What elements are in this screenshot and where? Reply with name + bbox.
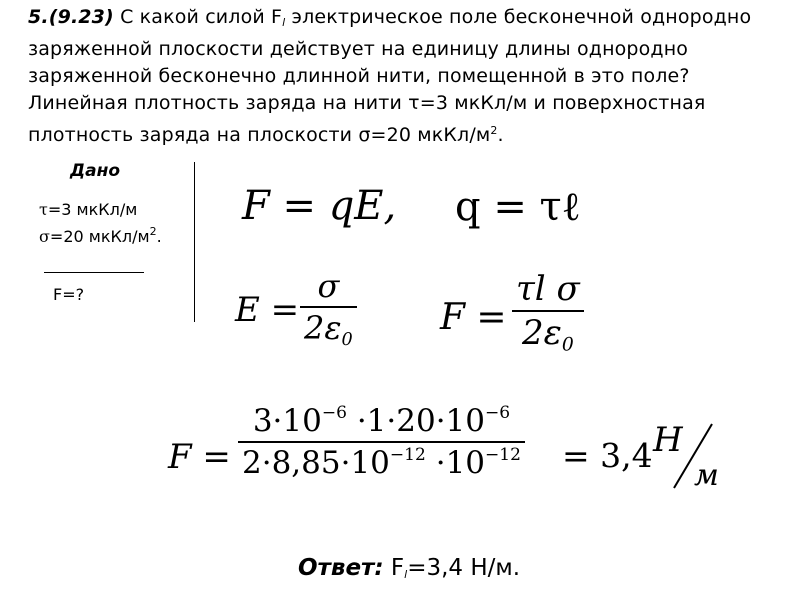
calc-result: = 3,4 (562, 436, 653, 475)
answer-value: =3,4 Н/м. (407, 555, 521, 581)
field-numerator: σ (317, 267, 340, 305)
find-unknown: F=? (53, 285, 85, 304)
unit-denominator: м (694, 458, 719, 493)
result-denominator-sub: 0 (561, 334, 574, 356)
problem-subscript-l: l (282, 16, 286, 29)
given-tau (39, 200, 137, 219)
unit-numerator: Н (653, 420, 683, 460)
problem-superscript: 2 (490, 124, 498, 137)
answer (298, 555, 520, 581)
sigma-end: . (156, 227, 162, 246)
problem-text-part1: С какой силой F (113, 6, 283, 28)
given-divider (44, 272, 144, 273)
given-title: Дано (70, 161, 121, 181)
formula-force-qe: F = qE, (242, 183, 397, 229)
problem-statement (28, 4, 788, 149)
calc-den-b-exp: −12 (485, 444, 521, 465)
calc-num-b: ·1·20·10 (346, 402, 486, 439)
calc-fraction (238, 402, 525, 481)
result-denominator-main: 2ε (521, 313, 562, 353)
calc-lhs: F = (168, 437, 231, 477)
given-sigma (39, 225, 162, 246)
calc-den-a-exp: −12 (389, 444, 426, 465)
calc-den-b: ·10 (425, 444, 486, 481)
answer-subscript-l: l (404, 568, 408, 581)
problem-text-part2: электрическое поле бесконечной однородно заряженной плоскости действует на единицу длины однородно заряженной бесконечно длинной нити, помещенной в это поле? Линейная плотность заряда на нити τ=3 мкКл/м и поверхностная плотность заряда на плоскости σ=20 мкКл/м (28, 6, 752, 146)
calc-denominator (238, 443, 525, 479)
field-denominator-main: 2ε (304, 309, 342, 347)
answer-label: Ответ: (298, 555, 384, 581)
formula-charge: q = τℓ (455, 184, 581, 230)
problem-text-end: . (497, 124, 504, 146)
calc-den-a: 2·8,85·10 (242, 444, 390, 481)
sigma-superscript: 2 (149, 225, 157, 238)
sigma-value: =20 мкКл/м (49, 227, 150, 246)
sigma-symbol: σ (39, 227, 50, 246)
calc-num-b-exp: −6 (485, 403, 511, 423)
field-denominator (300, 308, 357, 350)
formula-result-fraction (512, 269, 584, 356)
calc-numerator (249, 402, 514, 441)
field-denominator-sub: 0 (341, 330, 353, 351)
result-denominator (518, 312, 578, 355)
calc-num-a-exp: −6 (321, 403, 347, 423)
vertical-divider (194, 162, 195, 322)
answer-f: F (383, 555, 405, 581)
problem-number: 5.(9.23) (28, 6, 114, 28)
formula-field-lhs: E = (235, 290, 300, 330)
formula-field-fraction (300, 267, 357, 351)
formula-result-lhs: F = (440, 297, 507, 338)
result-numerator: τl σ (516, 269, 580, 309)
calc-num-a: 3·10 (252, 402, 322, 439)
tau-value: =3 мкКл/м (47, 200, 138, 219)
tau-symbol: τ (39, 200, 48, 219)
